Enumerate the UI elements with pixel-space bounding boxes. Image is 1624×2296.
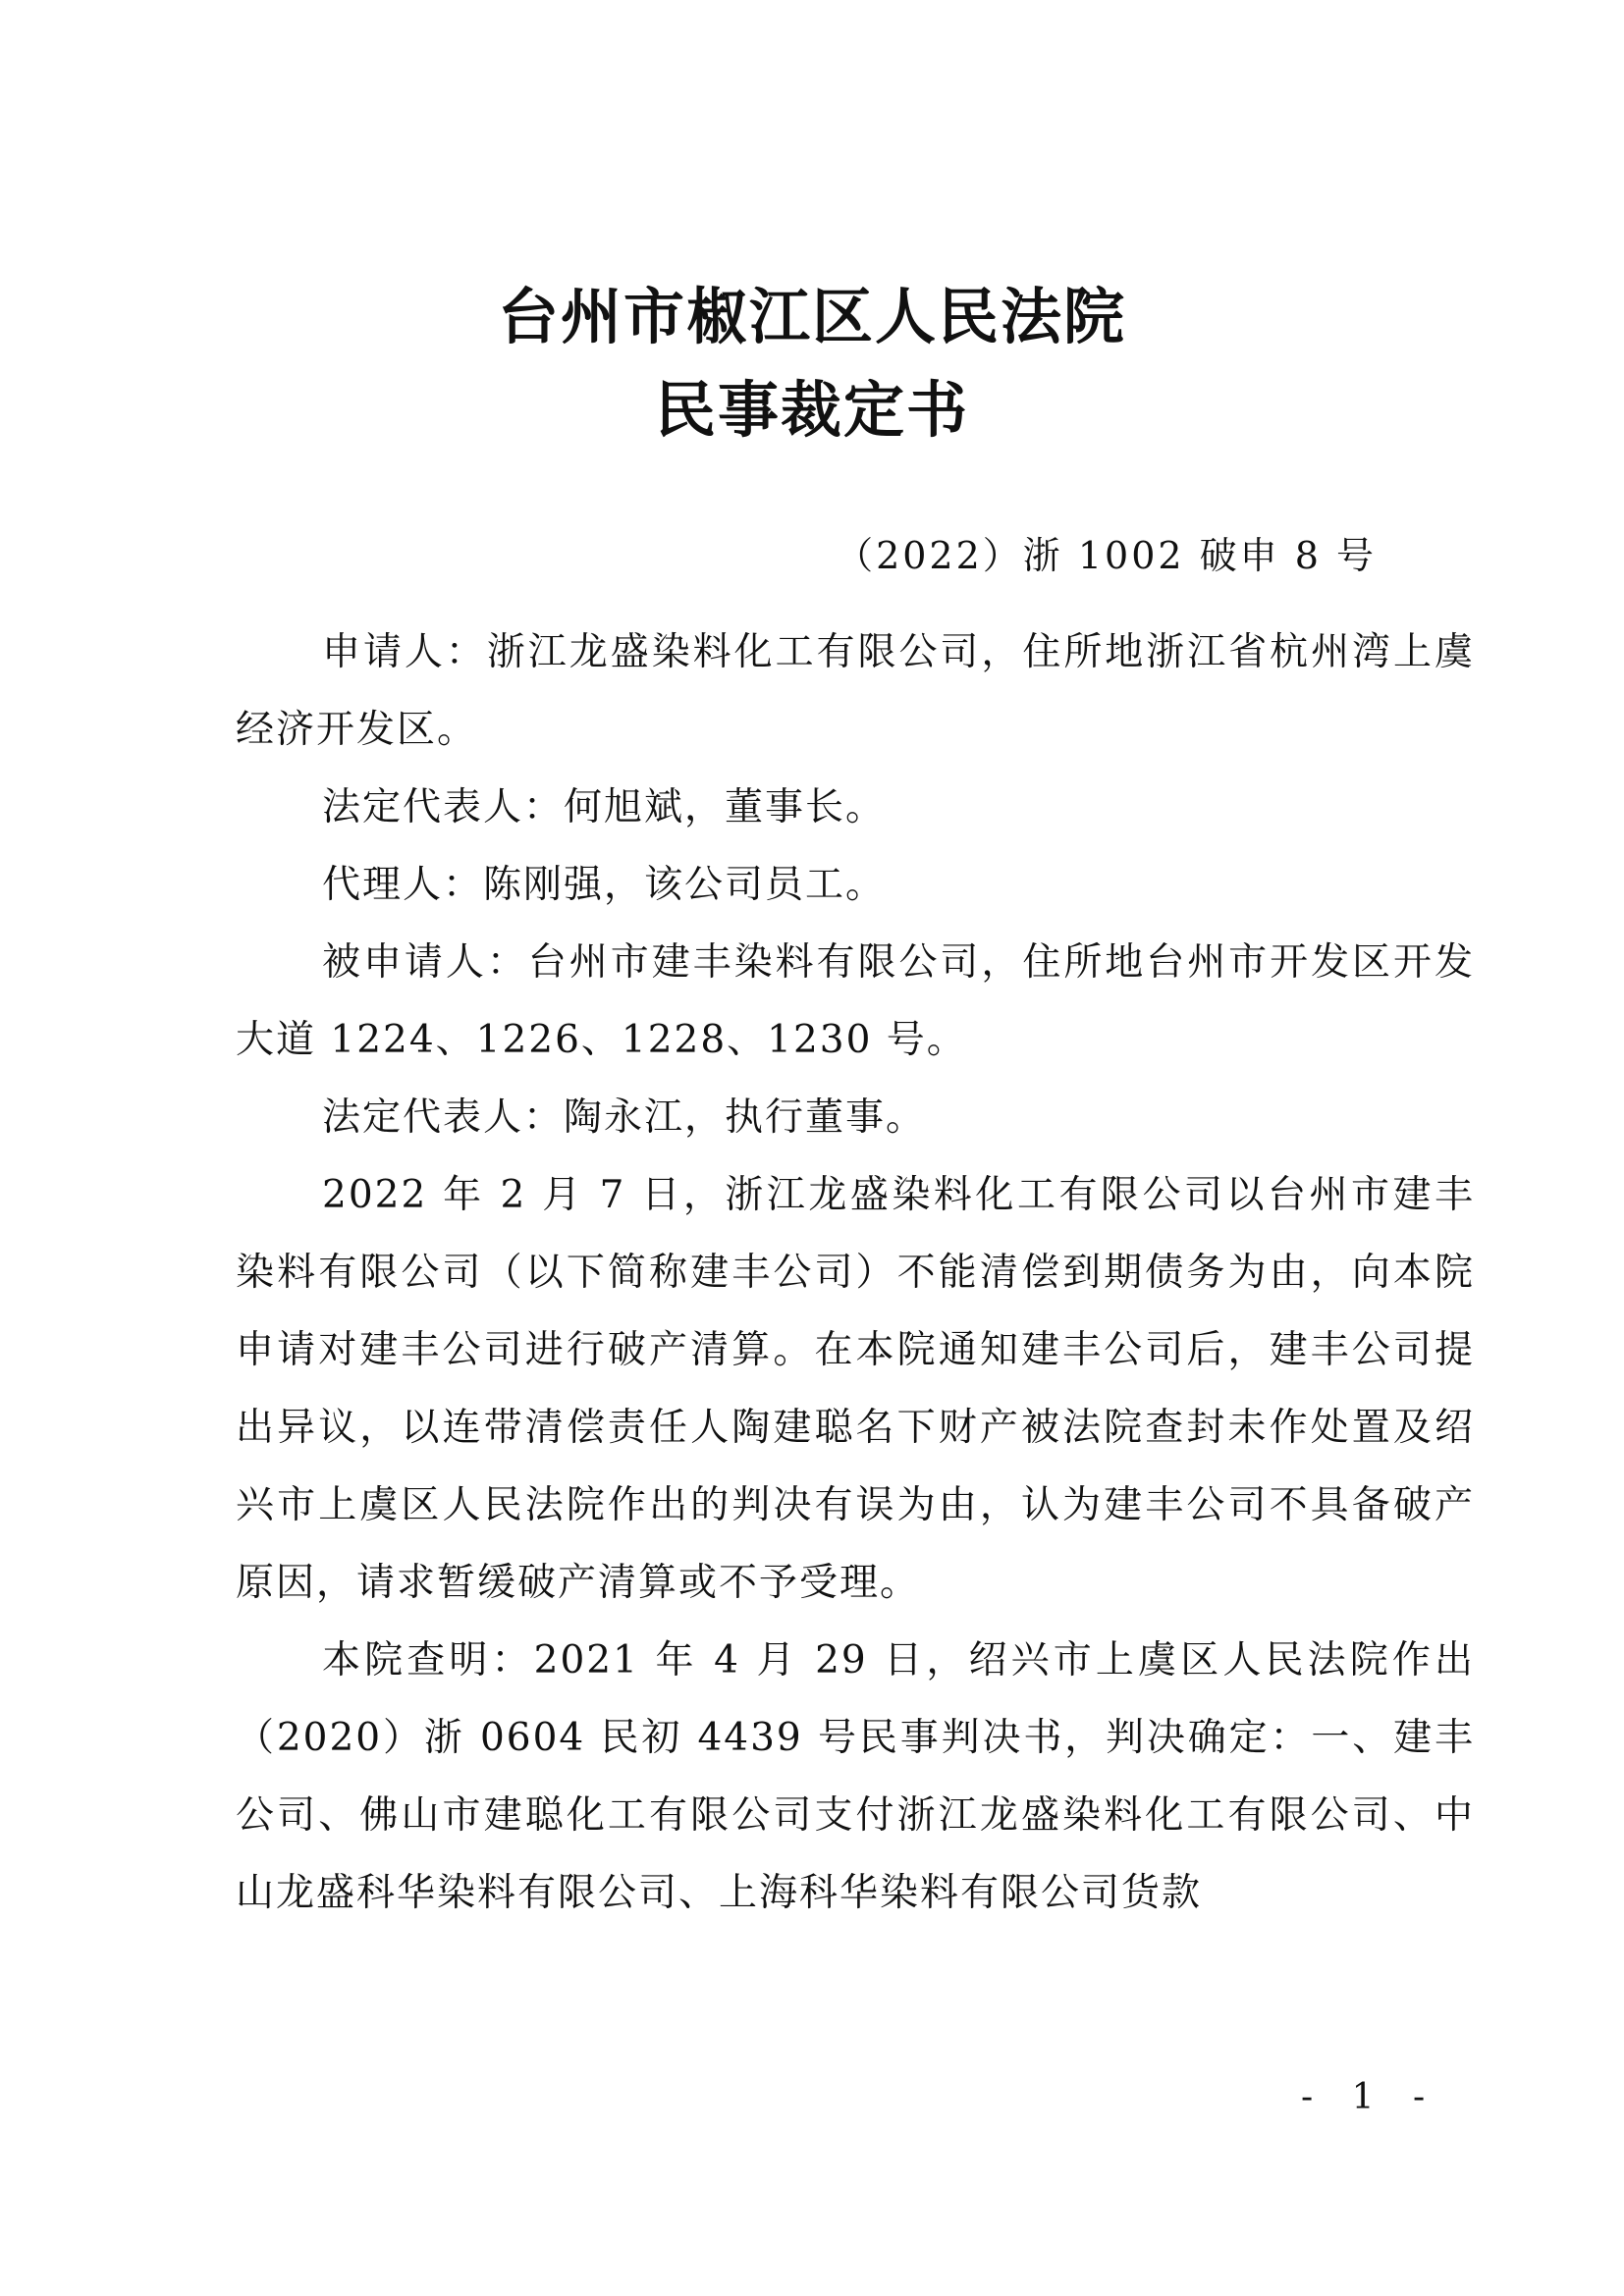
case-number: （2022）浙 1002 破申 8 号 xyxy=(836,534,1377,577)
findings-paragraph: 本院查明：2021 年 4 月 29 日，绍兴市上虞区人民法院作出（2020）浙 0604 民初 4439 号民事判决书，判决确定：一、建丰公司、佛山市建聪化工有限公司支付浙江龙盛染料化工有限公司、中山龙盛科华染料有限公司、上海科华染料有限公司货款 xyxy=(236,1638,1475,1915)
applicant-paragraph: 申请人：浙江龙盛染料化工有限公司，住所地浙江省杭州湾上虞经济开发区。 xyxy=(236,630,1475,752)
respondent-legal-rep-paragraph: 法定代表人：陶永江，执行董事。 xyxy=(322,1095,927,1140)
document-type-title: 民事裁定书 xyxy=(654,374,969,446)
applicant-legal-rep-paragraph: 法定代表人：何旭斌，董事长。 xyxy=(322,785,887,829)
case-background-paragraph: 2022 年 2 月 7 日，浙江龙盛染料化工有限公司以台州市建丰染料有限公司（以下简称建丰公司）不能清偿到期债务为由，向本院申请对建丰公司进行破产清算。在本院通知建丰公司后，建丰公司提出异议，以连带清偿责任人陶建聪名下财产被法院查封未作处置及绍兴市上虞区人民法院作出的判决有误为由，认为建丰公司不具备破产原因，请求暂缓破产清算或不予受理。 xyxy=(236,1173,1475,1605)
court-name: 台州市椒江区人民法院 xyxy=(497,281,1126,352)
page-number: - 1 - xyxy=(1301,2077,1439,2117)
document-body xyxy=(236,614,1475,1932)
agent-paragraph: 代理人：陈刚强，该公司员工。 xyxy=(322,863,887,907)
respondent-paragraph: 被申请人：台州市建丰染料有限公司，住所地台州市开发区开发大道 1224、1226、1228、1230 号。 xyxy=(236,940,1475,1062)
